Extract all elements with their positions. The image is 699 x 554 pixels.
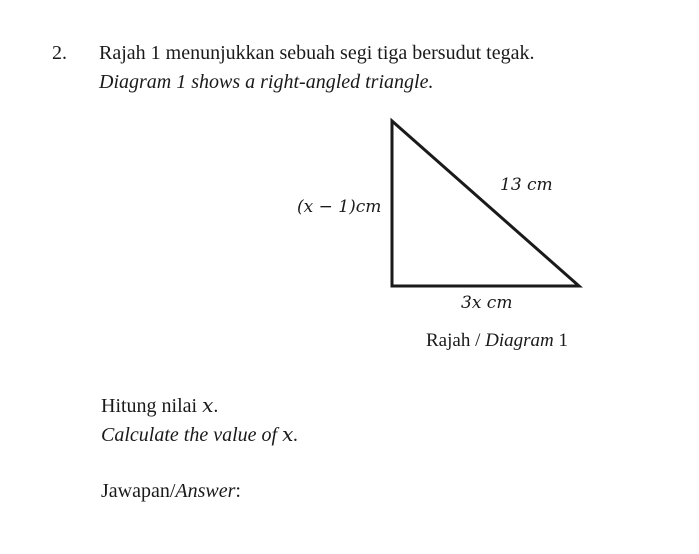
right-triangle-shape xyxy=(392,121,579,286)
caption-number: 1 xyxy=(553,330,568,351)
caption-english: Diagram xyxy=(485,330,554,351)
task-english-suffix: . xyxy=(293,424,299,446)
answer-malay: Jawapan/ xyxy=(101,480,176,502)
answer-label xyxy=(101,480,241,503)
question-text-english: Diagram 1 shows a right-angled triangle. xyxy=(99,71,434,93)
answer-colon: : xyxy=(235,480,241,502)
diagram-caption xyxy=(426,330,568,352)
task-malay-suffix: . xyxy=(213,395,219,417)
task-variable-english: x xyxy=(282,422,294,446)
question-text-malay: Rajah 1 menunjukkan sebuah segi tiga bersudut tegak. xyxy=(99,42,535,64)
hypotenuse-label: 13 cm xyxy=(500,175,553,195)
task-variable: x xyxy=(202,393,214,417)
task-text-malay xyxy=(101,393,218,418)
left-side-label: (x − 1)cm xyxy=(297,197,382,217)
task-text-english xyxy=(101,422,298,447)
base-label: 3x cm xyxy=(461,293,513,313)
question-number: 2. xyxy=(52,42,67,64)
task-malay-prefix: Hitung nilai xyxy=(101,395,203,417)
task-english-prefix: Calculate the value of xyxy=(101,424,283,446)
answer-english: Answer xyxy=(175,480,236,502)
caption-malay: Rajah / xyxy=(426,330,486,351)
